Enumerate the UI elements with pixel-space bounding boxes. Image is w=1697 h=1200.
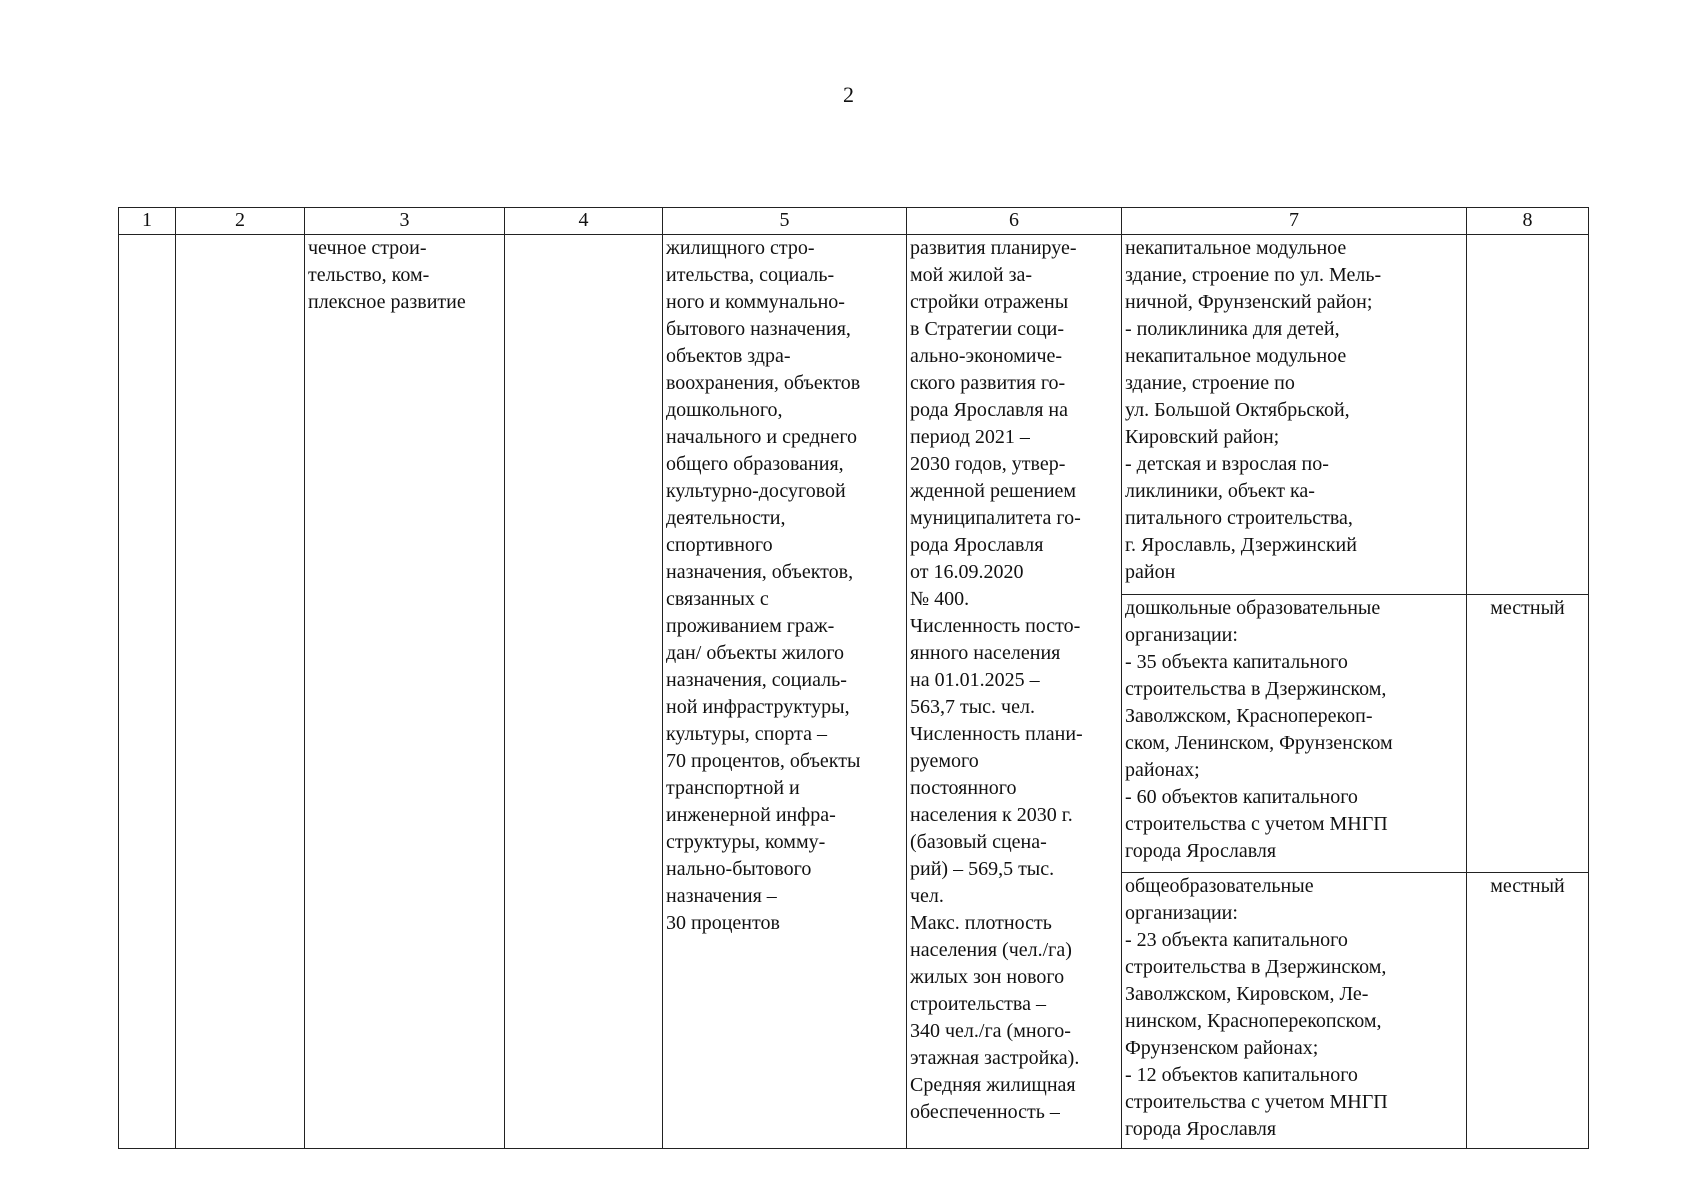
table-cell-col8: местный xyxy=(1467,595,1589,873)
table-cell-col6: развития планируе- мой жилой за- стройки отражены в Стратегии соци- ально-экономиче- ского развития го- рода Ярославля на период 2021 – 2030 годов, утвер- жденной решением муниципалитета го- рода Ярославля от 16.09.2020 № 400. Численность посто- янного населения на 01.01.2025 – 563,7 тыс. чел. Численность плани- руемого постоянного населения к 2030 г. (базовый сцена- рий) – 569,5 тыс. чел. Макс. плотность населения (чел./га) жилых зон нового строительства – 340 чел./га (много- этажная застройка). Средняя жилищная обеспеченность – xyxy=(907,235,1122,1149)
header-cell: 1 xyxy=(119,208,176,235)
table-cell-col7: общеобразовательные организации: - 23 объекта капитального строительства в Дзержинском, Заволжском, Кировском, Ле- нинском, Красноперекопском, Фрунзенском районах; - 12 объектов капитального строительства с учетом МНГП города Ярославля xyxy=(1122,873,1467,1149)
table-cell-col1 xyxy=(119,235,176,1149)
page-number: 2 xyxy=(843,82,854,107)
table-cell-col2 xyxy=(176,235,305,1149)
table-cell-col3: чечное строи- тельство, ком- плексное развитие xyxy=(305,235,505,1149)
header-cell: 5 xyxy=(663,208,907,235)
table-row xyxy=(119,235,1589,595)
table-cell-col8: местный xyxy=(1467,873,1589,1149)
table-cell-col5: жилищного стро- ительства, социаль- ного и коммунально- бытового назначения, объектов здра- воохранения, объектов дошкольного, начального и среднего общего образования, культурно-досуговой деятельности, спортивного назначения, объектов, связанных с проживанием граж- дан/ объекты жилого назначения, социаль- ной инфраструктуры, культуры, спорта – 70 процентов, объекты транспортной и инженерной инфра- структуры, комму- нально-бытового назначения – 30 процентов xyxy=(663,235,907,1149)
table-cell-col7: некапитальное модульное здание, строение по ул. Мель- ничной, Фрунзенский район; - поликлиника для детей, некапитальное модульное здание, строение по ул. Большой Октябрьской, Кировский район; - детская и взрослая по- ликлиники, объект ка- питального строительства, г. Ярославль, Дзержинский район xyxy=(1122,235,1467,595)
header-cell: 2 xyxy=(176,208,305,235)
table-cell-col8 xyxy=(1467,235,1589,595)
table-cell-col4 xyxy=(505,235,663,1149)
data-table xyxy=(118,207,1589,1149)
header-cell: 7 xyxy=(1122,208,1467,235)
header-cell: 3 xyxy=(305,208,505,235)
header-cell: 4 xyxy=(505,208,663,235)
table-cell-col7: дошкольные образовательные организации: - 35 объекта капитального строительства в Дзержинском, Заволжском, Красноперекоп- ском, Ленинском, Фрунзенском районах; - 60 объектов капитального строительства с учетом МНГП города Ярославля xyxy=(1122,595,1467,873)
header-cell: 8 xyxy=(1467,208,1589,235)
header-row xyxy=(119,208,1589,235)
header-cell: 6 xyxy=(907,208,1122,235)
